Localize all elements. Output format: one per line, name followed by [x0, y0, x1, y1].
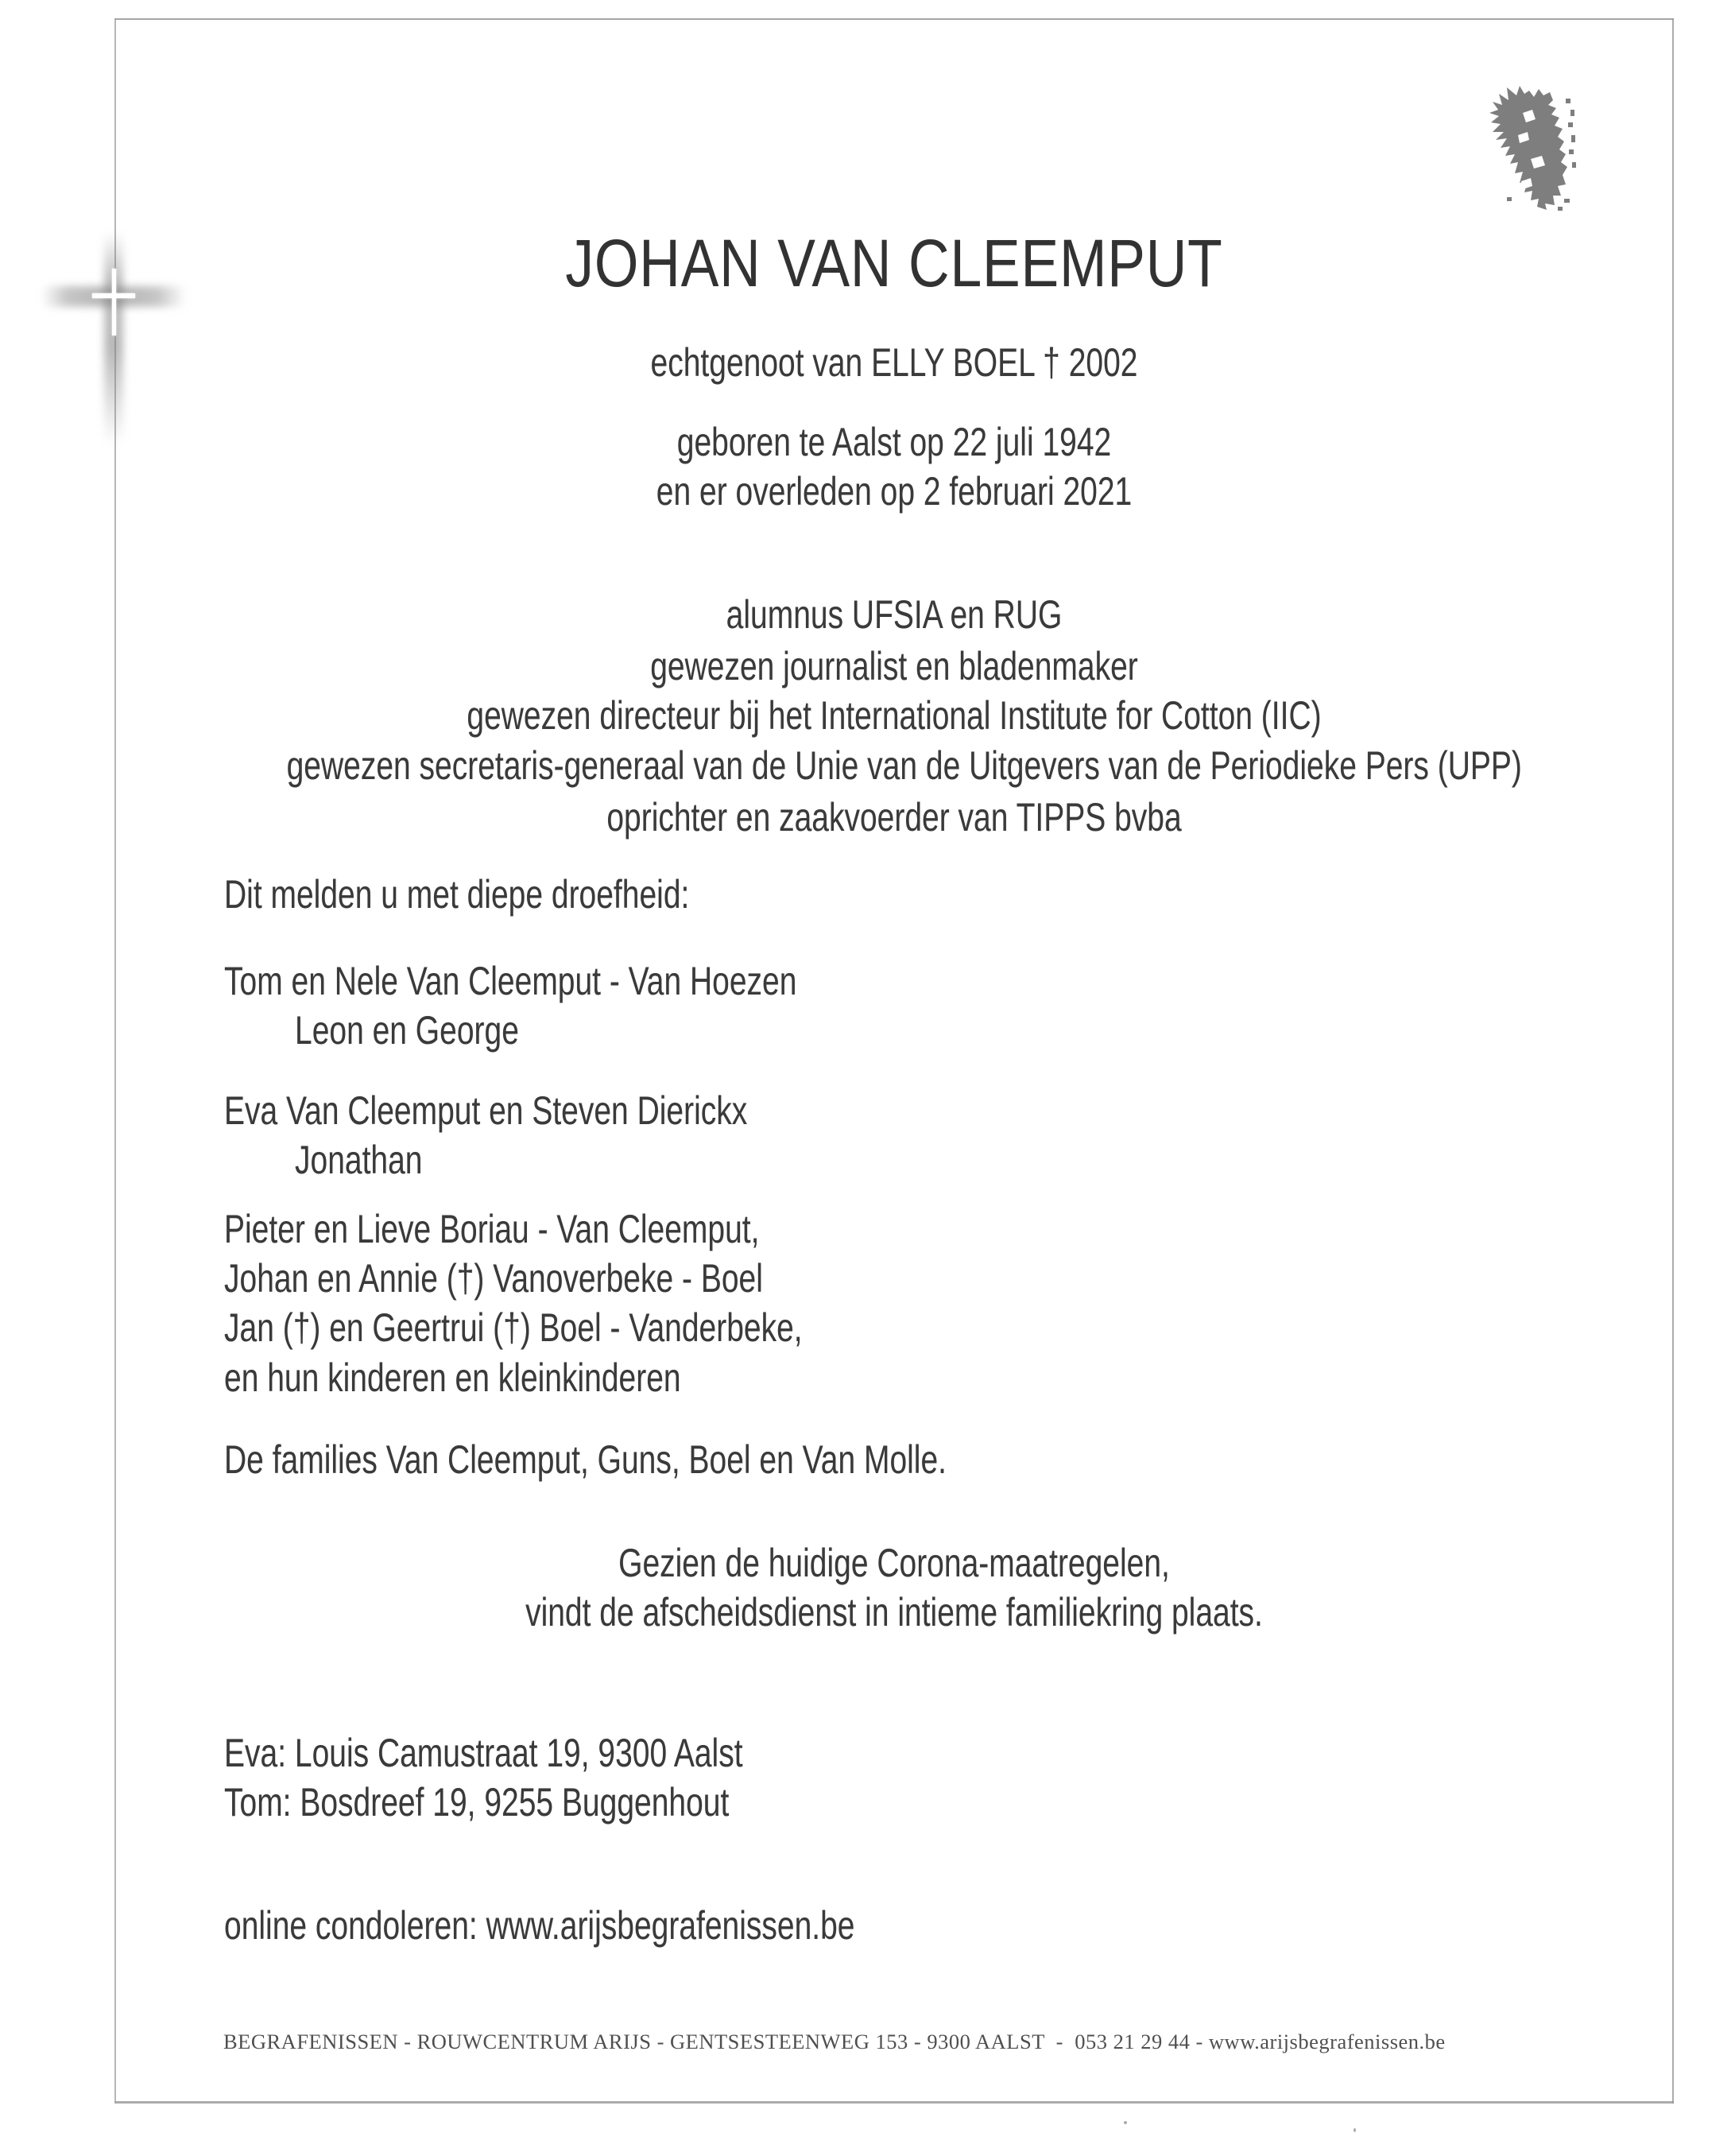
- career-line: gewezen directeur bij het International Institute for Cotton (IIC): [467, 693, 1322, 738]
- family-line: Pieter en Lieve Boriau - Van Cleemput,: [224, 1207, 760, 1251]
- family-line: en hun kinderen en kleinkinderen: [224, 1355, 681, 1400]
- scan-speck: [1354, 2128, 1356, 2132]
- flemish-lion-icon: [1486, 86, 1576, 213]
- scan-speck: [1124, 2121, 1127, 2124]
- announcement-line: Dit melden u met diepe droefheid:: [224, 872, 690, 917]
- page-border-bottom: [115, 2101, 1674, 2104]
- family-line: Tom en Nele Van Cleemput - Van Hoezen: [224, 959, 797, 1003]
- address-line-eva: Eva: Louis Camustraat 19, 9300 Aalst: [224, 1731, 743, 1775]
- corona-line: Gezien de huidige Corona-maatregelen,: [618, 1541, 1170, 1585]
- address-line-tom: Tom: Bosdreef 19, 9255 Buggenhout: [224, 1780, 730, 1824]
- cross-vertical-shadow: [104, 232, 123, 445]
- career-line: gewezen journalist en bladenmaker: [650, 644, 1138, 688]
- career-line: oprichter en zaakvoerder van TIPPS bvba: [606, 795, 1182, 840]
- family-subline: Leon en George: [295, 1008, 519, 1053]
- family-line: Jan (†) en Geertrui (†) Boel - Vanderbeke,: [224, 1305, 803, 1350]
- career-line: gewezen secretaris-generaal van de Unie van de Uitgevers van de Periodieke Pers (UPP): [286, 743, 1522, 788]
- family-line: Eva Van Cleemput en Steven Dierickx: [224, 1088, 748, 1133]
- page-title: JOHAN VAN CLEEMPUT: [565, 226, 1223, 301]
- death-line: en er overleden op 2 februari 2021: [656, 469, 1133, 514]
- birth-line: geboren te Aalst op 22 juli 1942: [676, 420, 1112, 464]
- career-line: alumnus UFSIA en RUG: [726, 592, 1063, 637]
- families-line: De families Van Cleemput, Guns, Boel en Van Molle.: [224, 1437, 947, 1482]
- funeral-home-footer: BEGRAFENISSEN - ROUWCENTRUM ARIJS - GENTSESTEENWEG 153 - 9300 AALST - 053 21 29 44 - www.arijsbegrafenissen.be: [223, 2030, 1446, 2053]
- spouse-line: echtgenoot van ELLY BOEL † 2002: [650, 340, 1138, 385]
- cross-vertical-highlight: [112, 269, 116, 335]
- family-line: Johan en Annie (†) Vanoverbeke - Boel: [224, 1256, 763, 1301]
- cross-horizontal-highlight: [92, 293, 135, 298]
- family-subline: Jonathan: [295, 1138, 423, 1182]
- page-border-right: [1672, 18, 1674, 2104]
- condolence-line: online condoleren: www.arijsbegrafenissen.be: [224, 1903, 855, 1948]
- page-border-top: [115, 18, 1674, 20]
- corona-line: vindt de afscheidsdienst in intieme familiekring plaats.: [525, 1590, 1263, 1634]
